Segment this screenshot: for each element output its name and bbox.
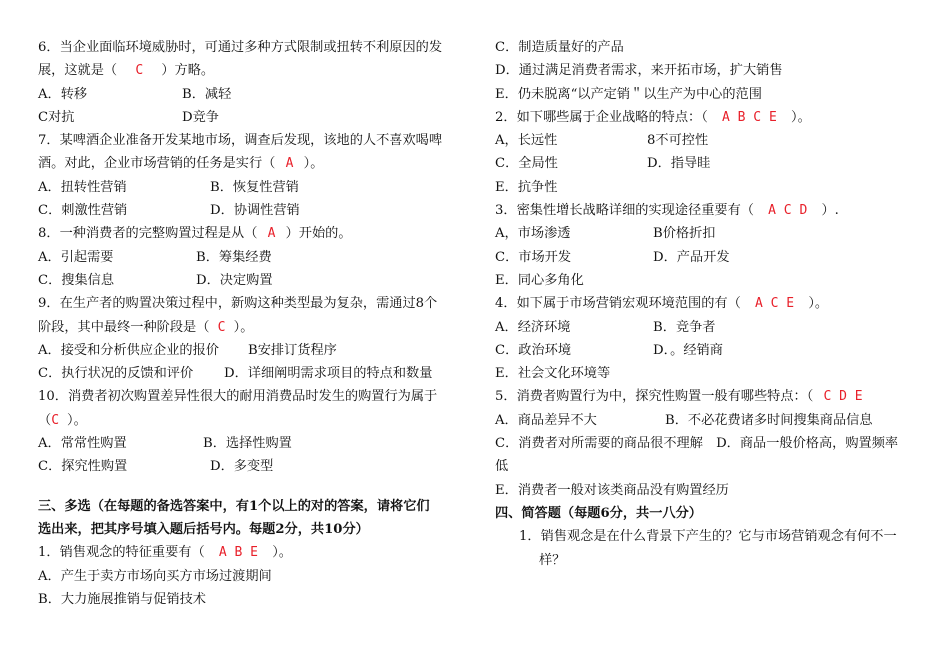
q6-options-ab <box>38 83 458 106</box>
m5-options-ab <box>495 409 915 432</box>
m3-options-cd <box>495 246 915 269</box>
q6-stem-line1: 6．当企业面临环境威胁时，可通过多种方式限制或扭转不利原因的发 <box>38 40 443 55</box>
q6-option-c: C对抗 <box>38 109 75 125</box>
m3-options-ab <box>495 222 915 245</box>
m1-option-d: D．通过满足消费者需求，来开拓市场，扩大销售 <box>495 63 783 79</box>
q9-stem-post: ）。 <box>233 319 254 335</box>
q6-stem-line2 <box>38 59 458 82</box>
m5-options-cd-cont: 低 <box>495 459 509 475</box>
m5-options-cd: C．消费者对所需要的商品很不理解 D．商品一般价格高，购置频率 <box>495 436 899 452</box>
m4-stem-post: ）。 <box>808 296 829 312</box>
q6-option-d: D竞争 <box>182 109 219 125</box>
m2-options-cd <box>495 152 915 175</box>
m5-option-e: E．消费者一般对该类商品没有购置经历 <box>495 482 729 498</box>
m4-stem <box>495 292 915 315</box>
m1-option-a: A．产生于卖方市场向买方市场过渡期间 <box>38 568 272 584</box>
q7-option-b: B．恢复性营销 <box>210 179 299 195</box>
q8-options-ab <box>38 246 458 269</box>
m5-stem-pre: 5．消费者购置行为中，探究性购置一般有哪些特点：（ <box>495 389 814 405</box>
section3-title-line1: 三、多选（在每题的备选答案中，有1个以上的对的答案，请将它们 <box>38 498 430 514</box>
m2-options-ab <box>495 129 915 152</box>
m4-stem-pre: 4．如下属于市场营销宏观环境范围的有（ <box>495 296 741 312</box>
q8-option-d: D．决定购置 <box>196 272 273 288</box>
q8-stem-post: ）开始的。 <box>285 226 352 242</box>
m2-stem <box>495 106 915 129</box>
q9-option-b: B安排订货程序 <box>248 342 337 358</box>
m3-option-d: D．产品开发 <box>653 249 730 265</box>
section-gap <box>38 479 458 495</box>
q7-answer: A <box>285 156 294 172</box>
q8-option-b: B．筹集经费 <box>196 249 272 265</box>
q7-option-c: C．刺激性营销 <box>38 203 128 219</box>
q6-stem-post: ）方略。 <box>161 63 215 79</box>
m1-stem <box>38 541 458 564</box>
q10-options-ab <box>38 432 458 455</box>
q7-option-d: D．协调性营销 <box>210 203 300 219</box>
m2-option-e: E．抗争性 <box>495 179 558 195</box>
m2-stem-post: ）。 <box>791 109 811 125</box>
q7-stem-post: ）。 <box>303 156 324 172</box>
q10-stem-pre: （ <box>38 412 52 428</box>
q10-option-d: D．多变型 <box>210 459 274 475</box>
m3-stem-post: ）. <box>821 203 839 219</box>
m2-option-b: 8不可控性 <box>647 133 709 149</box>
m2-option-d: D．指导眭 <box>647 156 711 172</box>
q7-stem-pre: 酒。对此，企业市场营销的任务是实行（ <box>38 156 276 172</box>
q10-stem-line1: 10．消费者初次购置差异性很大的耐用消费品时发生的购置行为属于 <box>38 389 438 405</box>
m3-stem <box>495 199 915 222</box>
m2-stem-pre: 2．如下哪些属于企业战略的特点：（ <box>495 109 708 125</box>
q9-answer: C <box>217 319 226 335</box>
m1-option-e: E．仍未脱离“以产定销＂以生产为中心的范围 <box>495 86 762 102</box>
m3-option-a: A，市场渗透 <box>495 226 571 242</box>
m1-stem-post: ）。 <box>272 545 292 561</box>
m4-options-ab <box>495 316 915 339</box>
m2-answer: A B C E <box>722 109 777 125</box>
m4-option-b: B．竞争者 <box>653 319 716 335</box>
q9-stem-line2 <box>38 316 458 339</box>
q10-option-c: C．探究性购置 <box>38 459 128 475</box>
q9-options-cd <box>38 362 458 385</box>
m3-stem-pre: 3．密集性增长战略详细的实现途径重要有（ <box>495 203 754 219</box>
q8-option-c: C．搜集信息 <box>38 272 115 288</box>
m3-option-e: E．同心多角化 <box>495 272 584 288</box>
m3-answer: A C D <box>768 203 808 219</box>
q7-options-cd <box>38 199 458 222</box>
q7-stem-line1: 7．某啤酒企业准备开发某地市场，调查后发现，该地的人不喜欢喝啤 <box>38 133 443 149</box>
m5-option-a: A．商品差异不大 <box>495 412 597 428</box>
m3-option-b: B价格折扣 <box>653 226 716 242</box>
m1-option-b: B．大力施展推销与促销技术 <box>38 591 206 607</box>
q9-stem-pre: 阶段，其中最终一种阶段是（ <box>38 319 210 335</box>
q10-options-cd <box>38 455 458 478</box>
q10-answer: C <box>51 412 60 428</box>
m2-option-c: C．全局性 <box>495 156 558 172</box>
m5-stem <box>495 385 915 408</box>
q8-stem-pre: 8．一种消费者的完整购置过程是从（ <box>38 226 258 242</box>
m4-option-a: A．经济环境 <box>495 319 571 335</box>
m4-option-d: D．。经销商 <box>653 342 723 358</box>
q10-stem-post: ）。 <box>67 412 87 428</box>
m5-option-b: B．不必花费诸多时间搜集商品信息 <box>665 412 873 428</box>
q6-option-a: A．转移 <box>38 86 88 102</box>
m4-option-c: C．政治环境 <box>495 342 572 358</box>
q7-options-ab <box>38 176 458 199</box>
q6-options-cd <box>38 106 458 129</box>
m1-stem-pre: 1．销售观念的特征重要有（ <box>38 545 205 561</box>
m5-answer: C D E <box>823 389 863 405</box>
q10-option-a: A．常常性购置 <box>38 436 127 452</box>
q9-option-d: D．详细阐明需求项目的特点和数量 <box>224 366 433 382</box>
q9-options-ab <box>38 339 458 362</box>
q9-stem-line1: 9．在生产者的购置决策过程中，新购这种类型最为复杂，需通过8个 <box>38 296 438 312</box>
sa1-stem-line2: 样？ <box>539 552 566 568</box>
sa1-stem-line1: 1．销售观念是在什么背景下产生的？它与市场营销观念有何不一 <box>519 529 897 545</box>
m1-answer: A B E <box>218 545 258 561</box>
q9-option-c: C．执行状况的反馈和评价 <box>38 366 194 382</box>
m4-option-e: E．社会文化环境等 <box>495 366 611 382</box>
q8-answer: A <box>267 226 276 242</box>
q8-option-a: A．引起需要 <box>38 249 114 265</box>
right-column <box>495 36 915 572</box>
q10-option-b: B．选择性购置 <box>203 436 292 452</box>
m4-options-cd <box>495 339 915 362</box>
q6-answer: C <box>135 63 144 79</box>
m1-option-c: C．制造质量好的产品 <box>495 40 624 55</box>
m3-option-c: C．市场开发 <box>495 249 572 265</box>
q6-stem-pre: 展，这就是（ <box>38 63 118 79</box>
q10-stem-line2 <box>38 409 458 432</box>
section4-title: 四、简答题（每题6分，共一八分） <box>495 505 702 521</box>
left-column <box>38 36 458 611</box>
q8-options-cd <box>38 269 458 292</box>
section3-title-line2: 选出来，把其序号填入题后括号内。每题2分，共10分） <box>38 521 369 537</box>
q7-stem-line2 <box>38 152 458 175</box>
q8-stem <box>38 222 458 245</box>
m4-answer: A C E <box>754 296 795 312</box>
q7-option-a: A．扭转性营销 <box>38 179 127 195</box>
q9-option-a: A．接受和分析供应企业的报价 <box>38 342 219 358</box>
q6-option-b: B．减轻 <box>182 86 232 102</box>
m2-option-a: A，长远性 <box>495 133 558 149</box>
